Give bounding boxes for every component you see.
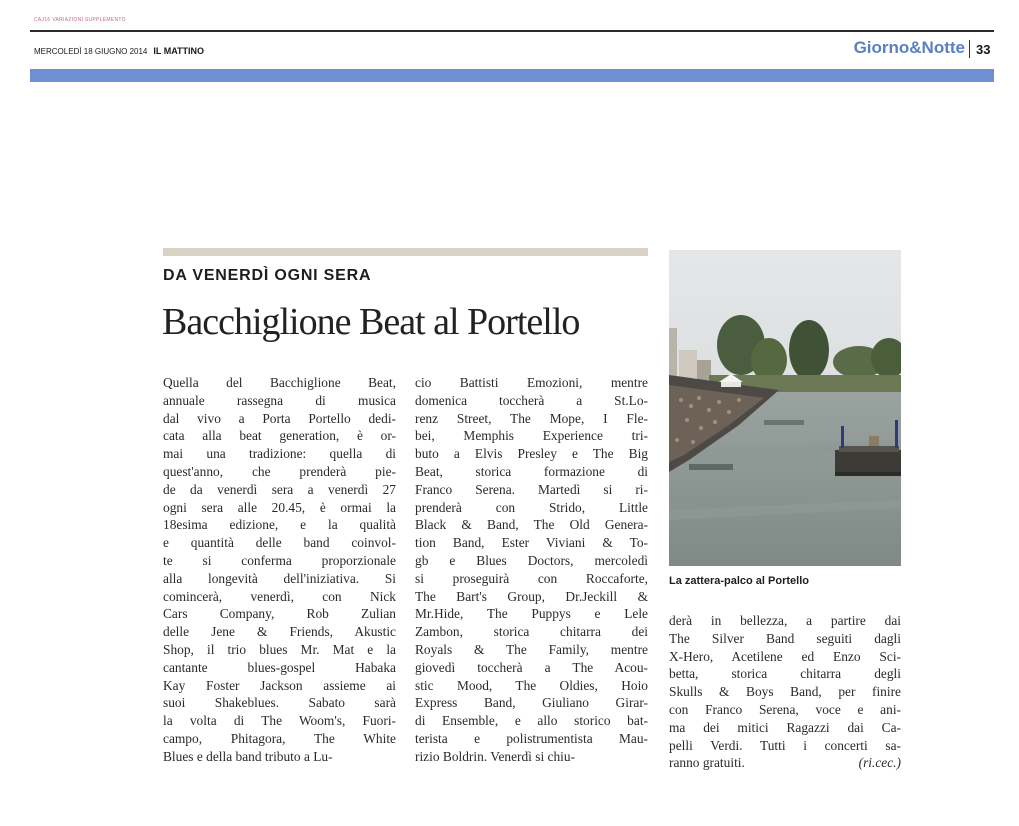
article-line: rizio Boldrin. Venerdì si chiu- [415, 748, 576, 764]
header-tiny-text: CAJ16 VARIAZIONI SUPPLEMENTO [34, 17, 126, 23]
header-rule [30, 30, 994, 32]
article-column-3 [669, 612, 901, 772]
article-line: Franco Serena. Martedì si ri- [415, 481, 648, 497]
article-line: Royals & The Family, mentre [415, 641, 648, 657]
article-line: 18esima edizione, e la qualità [163, 517, 396, 533]
raft-stage-photo [669, 250, 901, 566]
article-line: quest'anno, che prenderà pie- [163, 463, 396, 479]
article-line: Express Band, Giuliano Girar- [415, 695, 648, 711]
article-line: Quella del Bacchiglione Beat, [163, 375, 396, 390]
article-line: betta, storica chitarra degli [669, 666, 901, 682]
article-line: Zambon, storica chitarra dei [415, 624, 648, 640]
paper-name: IL MATTINO [153, 46, 205, 56]
article-line: tion Band, Ester Viviani & To- [415, 535, 648, 551]
article-line: di Ensemble, e allo storico bat- [415, 713, 648, 729]
article-line: Blues e della band tributo a Lu- [163, 748, 333, 764]
article-line: Black & Band, The Old Genera- [415, 517, 648, 533]
article-line: cata alla beat generation, è or- [163, 428, 396, 444]
article-line: terista e polistrumentista Mau- [415, 730, 648, 746]
article-line: si proseguirà con Roccaforte, [415, 570, 648, 586]
article-line: buto a Elvis Presley e The Big [415, 446, 648, 462]
article-line: cio Battisti Emozioni, mentre [415, 375, 648, 390]
article-line: suoi Shakeblues. Sabato sarà [163, 695, 396, 711]
article-line: derà in bellezza, a partire dai [669, 613, 901, 628]
article-line: Beat, storica formazione di [415, 463, 648, 479]
article-line: prenderà con Strido, Little [415, 499, 648, 515]
article-line: ma dei mitici Ragazzi dai Ca- [669, 719, 901, 735]
article-line: ranno gratuiti. (ri.cec.) [669, 755, 901, 771]
article-byline: (ri.cec.) [858, 755, 901, 771]
article-line: renz Street, The Mope, I Fle- [415, 410, 648, 426]
article-line: con Franco Serena, voce e ani- [669, 701, 901, 717]
page-number: 33 [976, 42, 991, 57]
article-line: annuale rassegna di musica [163, 392, 396, 408]
article-line: campo, Phitagora, The White [163, 730, 396, 746]
article-line: gb e Blues Doctors, mercoledì [415, 552, 648, 568]
article-kicker: DA VENERDÌ OGNI SERA [163, 267, 372, 284]
section-band [30, 69, 994, 82]
article-line: Cars Company, Rob Zulian [163, 606, 396, 622]
header-separator [969, 40, 970, 58]
article-line: bei, Memphis Experience tri- [415, 428, 648, 444]
article-line: comincerà, venerdì, con Nick [163, 588, 396, 604]
article-line: mai una tradizione: quella di [163, 446, 396, 462]
article-top-bar [163, 248, 648, 256]
article-line: X-Hero, Acetilene ed Enzo Sci- [669, 648, 901, 664]
article-line: cantante blues-gospel Habaka [163, 659, 396, 675]
article-column-1 [163, 374, 396, 766]
section-name: Giorno&Notte [853, 38, 965, 57]
dateline [34, 46, 204, 56]
article-line: la volta di The Woom's, Fuori- [163, 713, 396, 729]
article-line: The Bart's Group, Dr.Jeckill & [415, 588, 648, 604]
article-line: alla longevità dell'iniziativa. Si [163, 570, 396, 586]
article-line: Skulls & Boys Band, per finire [669, 684, 901, 700]
article-line: giovedì toccherà a The Acou- [415, 659, 648, 675]
article-line: Mr.Hide, The Puppys e Lele [415, 606, 648, 622]
article-line: e quantità delle band coinvol- [163, 535, 396, 551]
article-line: te si conferma proporzionale [163, 552, 396, 568]
article-column-2 [415, 374, 648, 766]
article-line: Kay Foster Jackson assieme ai [163, 677, 396, 693]
article-line: The Silver Band seguiti dagli [669, 630, 901, 646]
article-line: de da venerdì sera a venerdì 27 [163, 481, 396, 497]
article-line: ogni sera alle 20.45, è ormai la [163, 499, 396, 515]
article-line: domenica toccherà a St.Lo- [415, 392, 648, 408]
article-line: pelli Verdi. Tutti i concerti sa- [669, 737, 901, 753]
article-line: stic Mood, The Oldies, Hoio [415, 677, 648, 693]
article-line: dal vivo a Porta Portello dedi- [163, 410, 396, 426]
article-line: delle Jene & Friends, Akustic [163, 624, 396, 640]
photo-caption: La zattera-palco al Portello [669, 575, 809, 587]
article-headline: Bacchiglione Beat al Portello [162, 301, 580, 343]
article-line: Shop, il trio blues Mr. Mat e la [163, 641, 396, 657]
article-photo [669, 250, 901, 566]
issue-date: MERCOLEDÌ 18 GIUGNO 2014 [34, 47, 148, 56]
